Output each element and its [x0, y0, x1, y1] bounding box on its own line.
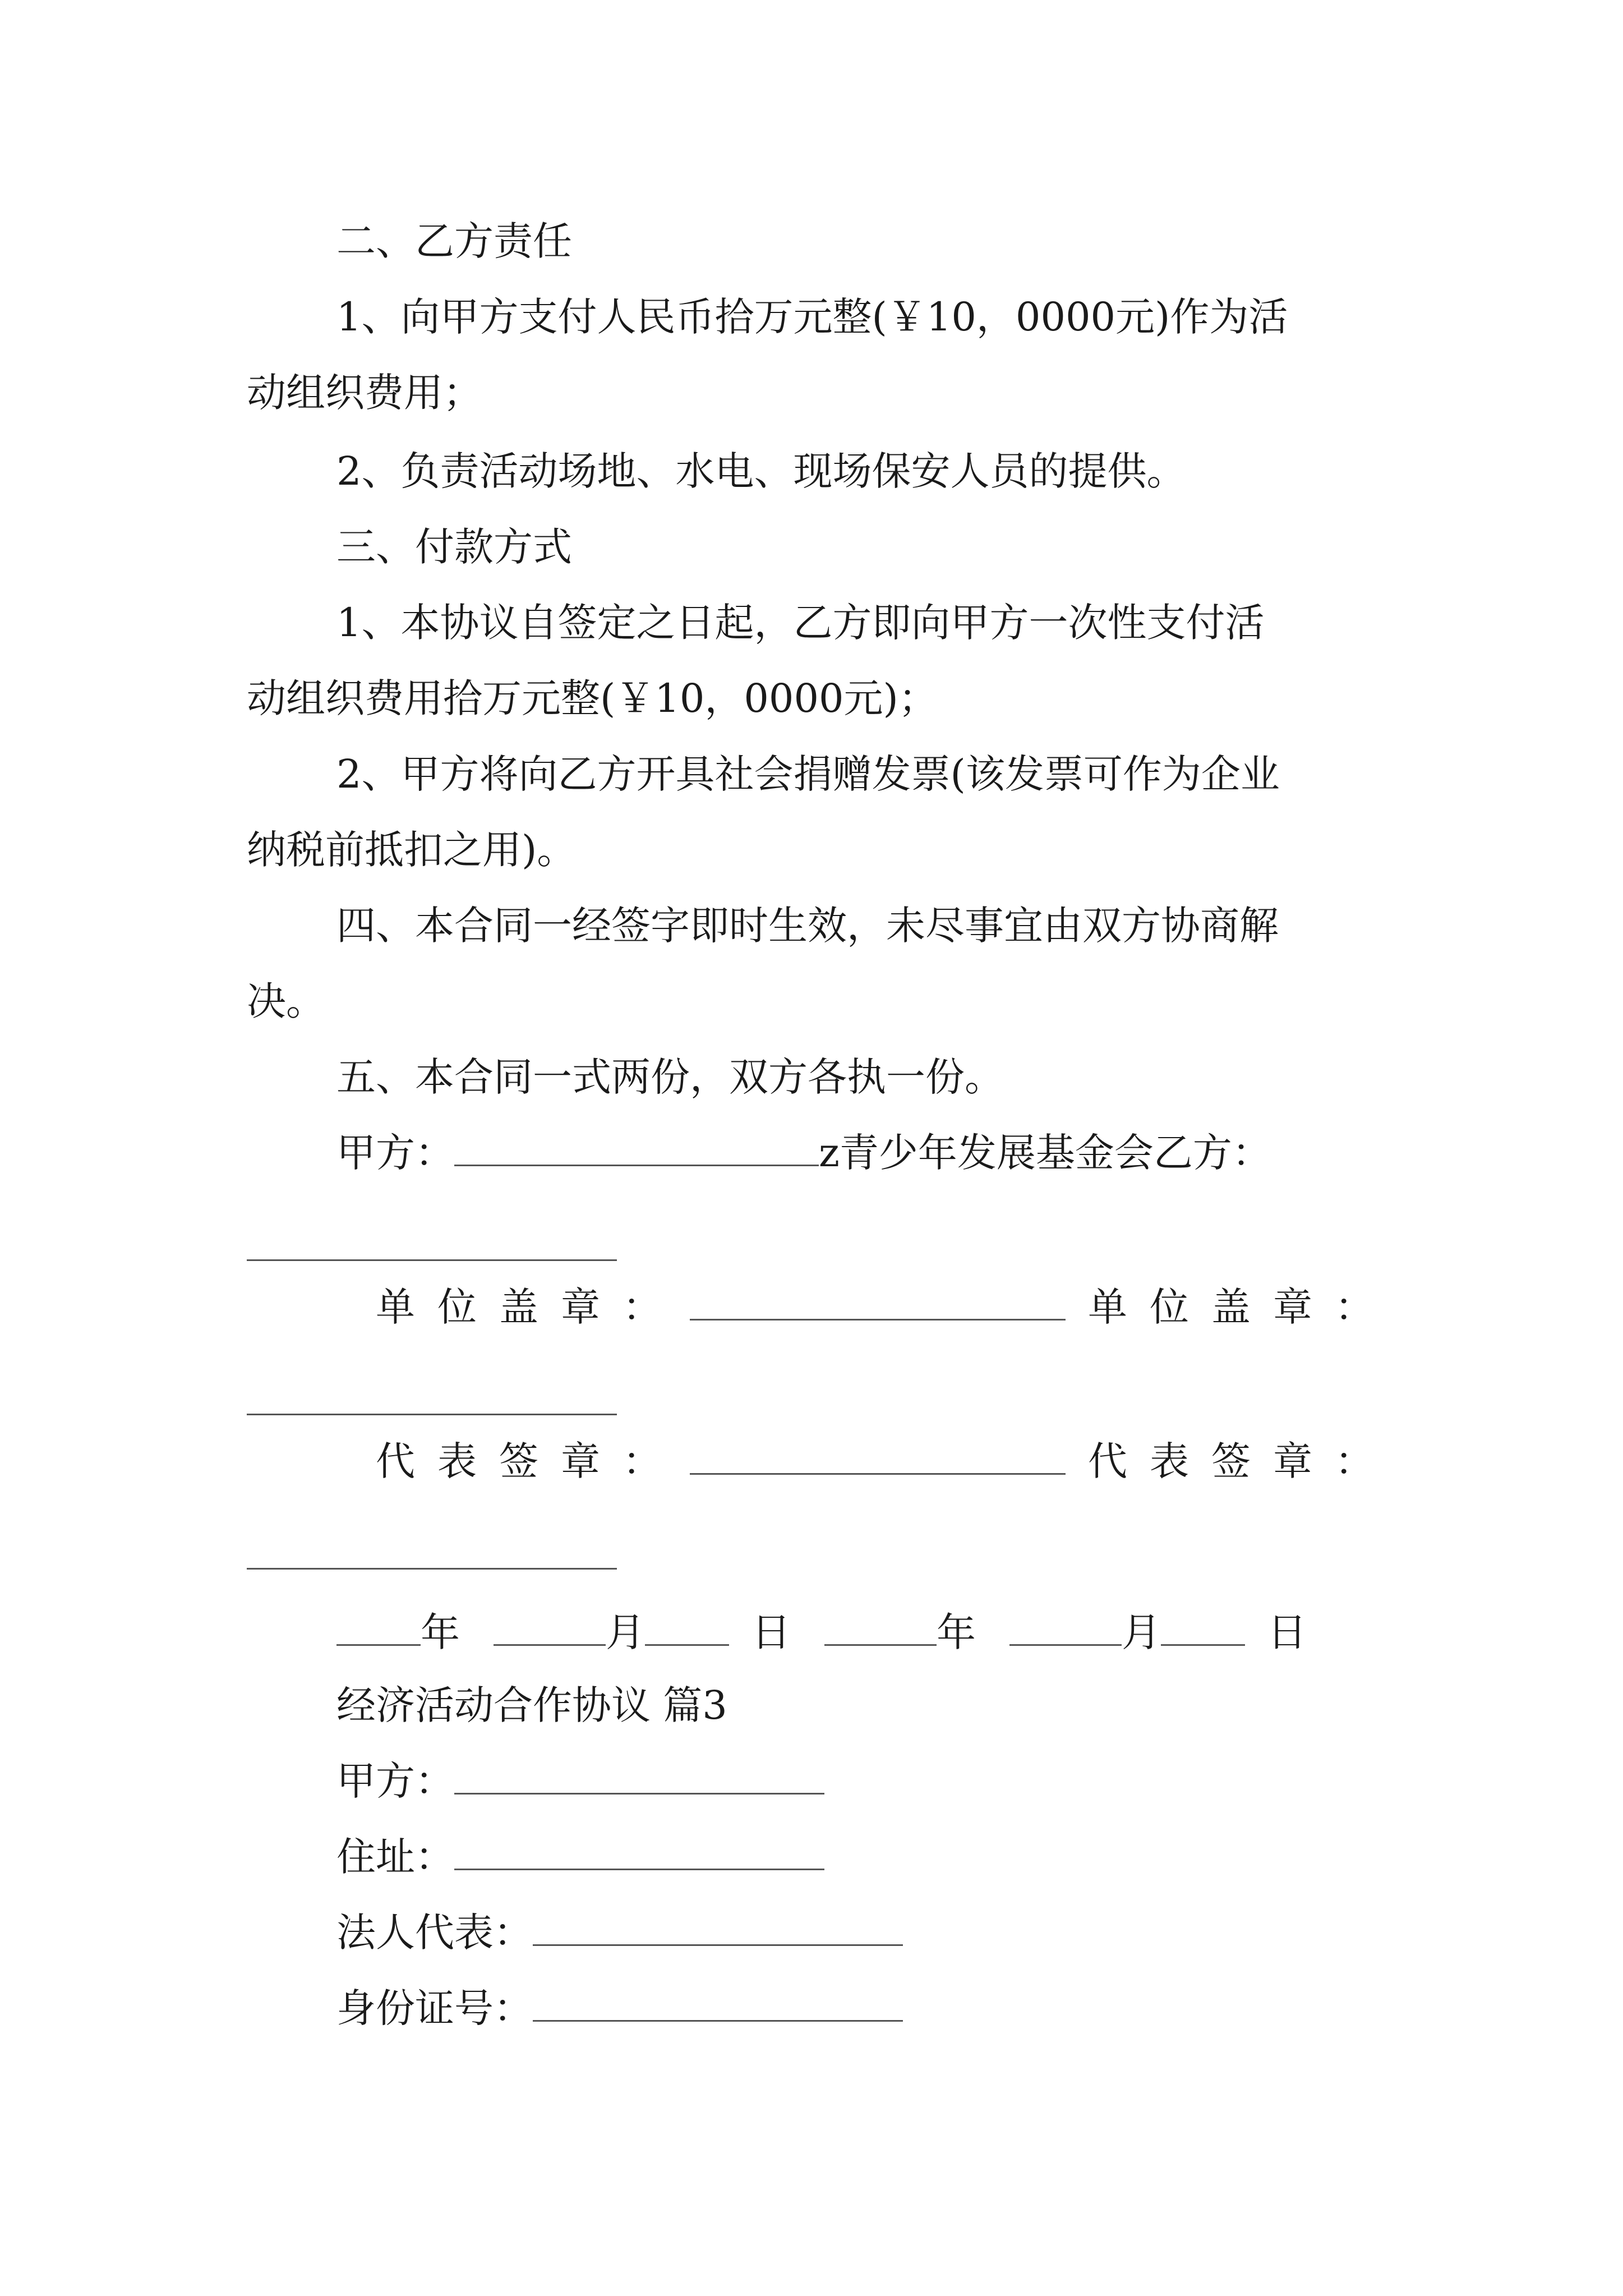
section2-heading: 二、乙方责任: [336, 218, 572, 264]
party-b-blank[interactable]: [247, 1259, 617, 1261]
article-legal-rep-row: [0, 1904, 1623, 1961]
section3-item1-line2: 动组织费用拾万元整(￥10，0000元)；: [247, 675, 938, 721]
section3-heading: 三、付款方式: [336, 524, 572, 570]
section3-item1-line1: 1、本协议自签定之日起，乙方即向甲方一次性支付活: [336, 600, 1265, 646]
day-label-a: 日: [751, 1609, 791, 1655]
article-party-a-row: [0, 1753, 1623, 1809]
day-blank-a[interactable]: [645, 1607, 729, 1646]
month-blank-a[interactable]: [494, 1607, 606, 1646]
section5-line1: 五、本合同一式两份，双方各执一份。: [336, 1054, 1004, 1100]
rep-blank-a[interactable]: [690, 1436, 1066, 1475]
article-legal-rep-label: 法人代表：: [336, 1910, 533, 1955]
month-blank-b[interactable]: [1009, 1607, 1122, 1646]
section3-item2-line1: 2、甲方将向乙方开具社会捐赠发票(该发票可作为企业: [336, 751, 1280, 797]
section4-line1: 四、本合同一经签字即时生效，未尽事宜由双方协商解: [336, 903, 1279, 949]
rep-label-a: 代表签章：: [376, 1438, 684, 1484]
article-title: 经济活动合作协议 篇3: [336, 1682, 727, 1728]
seal-row: [0, 1279, 1623, 1335]
article-address-blank[interactable]: [454, 1832, 824, 1870]
year-label-b: 年: [937, 1609, 976, 1655]
article-id-blank[interactable]: [533, 1983, 903, 2022]
day-blank-b[interactable]: [1161, 1607, 1245, 1646]
seal-blank-a[interactable]: [690, 1282, 1066, 1320]
seal-label-b: 单位盖章：: [1088, 1284, 1396, 1330]
month-label-b: 月: [1122, 1609, 1161, 1655]
seal-blank-b[interactable]: [247, 1414, 617, 1415]
month-label-a: 月: [606, 1609, 645, 1655]
party-a-blank[interactable]: [454, 1128, 819, 1166]
party-a-row: [0, 1125, 1623, 1181]
section2-item2: 2、负责活动场地、水电、现场保安人员的提供。: [336, 448, 1186, 494]
seal-label-a: 单位盖章：: [376, 1284, 684, 1330]
year-blank-a[interactable]: [336, 1607, 421, 1646]
article-id-label: 身份证号：: [336, 1985, 533, 2031]
party-a-label: 甲方：: [336, 1130, 454, 1176]
party-a-name: z青少年发展基金会乙方：: [819, 1130, 1271, 1176]
year-blank-b[interactable]: [824, 1607, 937, 1646]
date-row: [0, 1604, 1623, 1660]
article-id-row: [0, 1980, 1623, 2036]
rep-row: [0, 1433, 1623, 1489]
rep-blank-b[interactable]: [247, 1568, 617, 1570]
section4-line2: 决。: [247, 978, 325, 1024]
article-address-label: 住址：: [336, 1834, 454, 1880]
article-address-row: [0, 1829, 1623, 1885]
day-label-b: 日: [1267, 1609, 1307, 1655]
article-legal-rep-blank[interactable]: [533, 1907, 903, 1946]
section2-item1-line2: 动组织费用；: [247, 370, 482, 416]
article-party-a-blank[interactable]: [454, 1756, 824, 1795]
section2-item1-line1: 1、向甲方支付人民币拾万元整(￥10，0000元)作为活: [336, 294, 1288, 340]
rep-label-b: 代表签章：: [1088, 1438, 1396, 1484]
article-party-a-label: 甲方：: [336, 1758, 454, 1804]
year-label-a: 年: [421, 1609, 460, 1655]
section3-item2-line2: 纳税前抵扣之用)。: [247, 827, 577, 873]
